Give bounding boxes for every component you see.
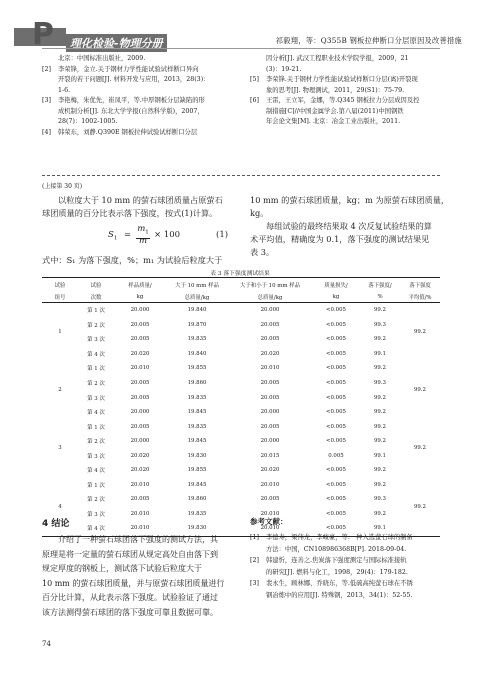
group-id-cell: 4 bbox=[58, 503, 62, 510]
paragraph-line: 10 mm 的萤石球团质量，kg；m 为原萤石球团质量， bbox=[250, 195, 450, 205]
table-cell: 第 1 次 bbox=[87, 308, 105, 315]
table-cell: 第 4 次 bbox=[87, 468, 105, 475]
table-cell: <0.005 bbox=[326, 525, 346, 532]
table-cell: 99.3 bbox=[373, 380, 386, 386]
table-cell: 20.005 bbox=[130, 321, 150, 328]
table-cell: 99.2 bbox=[373, 510, 386, 517]
table-cell: 99.2 bbox=[373, 365, 386, 372]
paragraph-left-2: 式中：S₁ 为落下强度，%；m₁ 为试验后粒度大于 bbox=[42, 255, 223, 265]
reference-line: 1-6. bbox=[58, 86, 71, 94]
conclusion-line: 10 mm 的萤石球团质量，并与原萤石球团质量进行 bbox=[42, 578, 225, 588]
formula-1 bbox=[108, 224, 238, 250]
table-cell: 20.010 bbox=[130, 365, 150, 372]
reference-line: 王雷，王立军，金娜，等.Q345 钢板拉力分层成因及控 bbox=[266, 97, 420, 104]
table-cell: 20.010 bbox=[260, 481, 280, 488]
table-row bbox=[42, 361, 440, 376]
reference-line: 开裂的若干问题[J]. 材料开发与应用，2013，28(3)： bbox=[58, 76, 210, 83]
table-header-cell: kg bbox=[114, 291, 166, 303]
table-header-cell: 组号 bbox=[42, 291, 78, 303]
table-cell: 99.3 bbox=[373, 496, 386, 503]
table-header-cell: kg bbox=[312, 291, 360, 303]
table-row bbox=[42, 448, 440, 463]
paragraph-line: kg。 bbox=[250, 208, 269, 218]
table-cell: 19.845 bbox=[187, 438, 207, 445]
reference-number: [6] bbox=[250, 97, 259, 104]
table-cell: 第 2 次 bbox=[87, 322, 105, 329]
table-cell: 20.005 bbox=[260, 380, 280, 386]
table-cell: 20.005 bbox=[260, 321, 280, 328]
table-header-cell: 试验 bbox=[54, 282, 66, 289]
article-separator bbox=[42, 175, 440, 176]
group-average-cell: 99.2 bbox=[413, 503, 426, 510]
logo-mark: P bbox=[32, 17, 54, 52]
formula-label: (1) bbox=[216, 230, 229, 240]
table-row bbox=[42, 303, 440, 318]
table-row bbox=[42, 405, 440, 420]
reference-text bbox=[266, 532, 446, 555]
conclusion-line: 该方法测得萤石球团的落下强度可靠且数据可靠。 bbox=[42, 607, 218, 617]
reference-item bbox=[250, 555, 446, 578]
paragraph-line: 每组试验的最终结果取 4 次反复试验结果的算 bbox=[266, 221, 432, 231]
table-cell: 19.860 bbox=[187, 380, 207, 386]
reference-item bbox=[42, 54, 232, 65]
table-row bbox=[42, 419, 440, 434]
table-cell: 20.020 bbox=[130, 350, 150, 357]
table-cell: 99.2 bbox=[373, 438, 386, 445]
table-header-cell: % bbox=[360, 291, 400, 303]
reference-item bbox=[250, 75, 446, 96]
reference-text bbox=[266, 75, 446, 96]
table-cell: 19.855 bbox=[187, 365, 207, 372]
reference-line: 象的思考[J]. 物理测试，2011，29(S1)：75-79. bbox=[266, 86, 405, 94]
reference-number: [2] bbox=[42, 65, 51, 73]
table-cell: 第 1 次 bbox=[87, 482, 105, 489]
table-row bbox=[42, 492, 440, 507]
paragraph-right bbox=[250, 194, 450, 259]
table-row bbox=[42, 318, 440, 333]
table-cell: 第 2 次 bbox=[87, 497, 105, 504]
table-row bbox=[42, 332, 440, 347]
table-cell: 20.005 bbox=[260, 423, 280, 430]
table-cell: 第 1 次 bbox=[87, 366, 105, 373]
reference-line: 韩建忻，连善之.焦炭落下强度测定与国际标准接轨 bbox=[266, 557, 407, 564]
group-id-cell: 2 bbox=[58, 387, 62, 394]
table-cell: 99.1 bbox=[373, 452, 386, 459]
table-cell: 20.005 bbox=[130, 423, 150, 430]
paragraph-line: 术平均值，精确度为 0.1，落下强度的测试结果见 bbox=[250, 234, 430, 244]
table-header-cell: 平均值/% bbox=[400, 291, 440, 303]
reference-item bbox=[250, 54, 446, 75]
logo-text: 理化检验-物理分册 bbox=[66, 34, 167, 52]
reference-line: 成机制分析[J]. 东北大学学报(自然科学版)，2007， bbox=[58, 107, 204, 115]
conclusion-line: 原理是将一定量的萤石球团从规定高处自由落下到 bbox=[42, 549, 218, 559]
reference-text bbox=[58, 128, 232, 139]
table-header-cell: 总质量/kg bbox=[228, 291, 312, 303]
paragraph-line: 表 3。 bbox=[250, 247, 275, 257]
table-cell: 20.005 bbox=[130, 394, 150, 401]
table-cell: 20.010 bbox=[260, 525, 280, 532]
table-cell: 20.005 bbox=[130, 496, 150, 503]
table-header-cell: 大于和小于 10 mm 样品 bbox=[240, 282, 300, 289]
paragraph-left bbox=[42, 194, 238, 220]
table-cell: 19.840 bbox=[187, 307, 207, 314]
reference-text bbox=[58, 96, 232, 128]
reference-line: 李艳梅，朱优先，崔凤平，等.中厚钢板分层缺陷的形 bbox=[58, 97, 205, 104]
table-header-cell: 落下强度/ bbox=[368, 282, 392, 289]
table-row bbox=[42, 434, 440, 449]
group-average-cell: 99.2 bbox=[413, 329, 426, 336]
table-cell: 99.2 bbox=[373, 423, 386, 430]
table-cell: 19.860 bbox=[187, 496, 207, 503]
table-3 bbox=[42, 277, 440, 537]
table-header-cell: 大于 10 mm 样品 bbox=[175, 282, 219, 289]
reference-item bbox=[42, 65, 232, 97]
table-cell: 20.000 bbox=[260, 409, 280, 416]
table-cell: 19.845 bbox=[187, 409, 207, 416]
table-cell: 20.005 bbox=[260, 394, 280, 401]
reference-number: [5] bbox=[250, 76, 259, 83]
reference-line: 年会论文集[M]. 北京：冶金工业出版社，2011. bbox=[266, 118, 401, 125]
formula-denominator: m bbox=[138, 236, 148, 246]
table-cell: 99.2 bbox=[373, 336, 386, 343]
reference-text bbox=[266, 578, 446, 601]
reference-item bbox=[42, 96, 232, 128]
table-cell: 20.005 bbox=[260, 496, 280, 503]
table-cell: 99.2 bbox=[373, 481, 386, 488]
table-cell: 20.020 bbox=[130, 452, 150, 459]
table-cell: 19.835 bbox=[187, 394, 207, 401]
reference-text bbox=[58, 65, 232, 97]
conclusion-line: 规定厚度的钢板上，测试落下试验后粒度大于 bbox=[42, 564, 202, 573]
table-caption: 表 3 落下强度测试结果 bbox=[210, 271, 270, 277]
reference-text bbox=[58, 54, 232, 65]
table-cell: 19.830 bbox=[187, 525, 207, 532]
table-cell: <0.005 bbox=[326, 409, 346, 416]
table-cell: 99.2 bbox=[373, 307, 386, 314]
reference-item bbox=[250, 532, 446, 555]
table-header-cell: 落下强度 bbox=[409, 282, 431, 289]
table-cell: <0.005 bbox=[326, 467, 346, 474]
table-cell: 第 3 次 bbox=[87, 453, 105, 460]
table-cell: <0.005 bbox=[326, 510, 346, 517]
paragraph-line: 以粒度大于 10 mm 的萤石球团质量占原萤石 bbox=[58, 195, 223, 205]
reference-line: 北京：中国标准出版社，2009. bbox=[58, 55, 146, 62]
strength-table bbox=[42, 277, 440, 537]
table-cell: 第 3 次 bbox=[87, 395, 105, 402]
reference-number: [4] bbox=[42, 128, 51, 136]
table-cell: 99.2 bbox=[373, 394, 386, 401]
table-cell: 20.010 bbox=[260, 510, 280, 517]
table-cell: 20.005 bbox=[260, 336, 280, 343]
table-cell: <0.005 bbox=[326, 365, 346, 372]
table-cell: 第 2 次 bbox=[87, 381, 105, 387]
reference-line: 方法：中国，CN108986368B[P]. 2018-09-04. bbox=[266, 545, 407, 553]
table-cell: 20.000 bbox=[130, 438, 150, 445]
reference-number: [2] bbox=[250, 557, 259, 564]
group-average-cell: 99.2 bbox=[413, 387, 426, 394]
table-row bbox=[42, 376, 440, 391]
table-row bbox=[42, 463, 440, 478]
table-cell: 20.020 bbox=[260, 467, 280, 474]
formula-lhs: $S_1$ bbox=[108, 230, 118, 242]
table-cell: 19.870 bbox=[187, 321, 207, 328]
table-cell: 19.835 bbox=[187, 510, 207, 517]
group-average-cell: 99.2 bbox=[413, 445, 426, 452]
table-cell: 20.020 bbox=[130, 467, 150, 474]
table-cell: 第 2 次 bbox=[87, 439, 105, 446]
table-cell: 第 3 次 bbox=[87, 337, 105, 344]
reference-line: 因分析[J]. 武汉工程职业技术学院学报，2009，21 bbox=[266, 55, 409, 62]
table-cell: 19.835 bbox=[187, 336, 207, 343]
table-header-cell: 质量损失/ bbox=[324, 282, 348, 289]
table-cell: 19.830 bbox=[187, 452, 207, 459]
table-cell: <0.005 bbox=[326, 423, 346, 430]
table-cell: 第 1 次 bbox=[87, 424, 105, 431]
formula-multiplier: × 100 bbox=[154, 230, 181, 240]
group-id-cell: 1 bbox=[58, 329, 62, 336]
reference-line: 的研究[J]. 燃料与化工，1998，29(4)：179-182. bbox=[266, 568, 408, 576]
formula-eq: = bbox=[124, 230, 132, 240]
table-header-cell: 试验 bbox=[90, 282, 102, 289]
top-references-right bbox=[250, 54, 446, 128]
reference-line: 韩荣东，刘静.Q390E 钢板拉伸试验试样断口分层 bbox=[58, 128, 198, 136]
reference-text bbox=[266, 96, 446, 128]
reference-item bbox=[250, 578, 446, 601]
table-cell: 20.000 bbox=[260, 438, 280, 445]
table-cell: 99.1 bbox=[373, 350, 386, 357]
table-cell: 20.000 bbox=[260, 307, 280, 314]
reference-line: 李荣锋.关于钢材力学性能试验试样断口分层(离)开裂现 bbox=[266, 76, 418, 83]
table-row bbox=[42, 390, 440, 405]
conclusion-line: 介绍了一种萤石球团落下强度的测试方法，其 bbox=[58, 535, 218, 544]
table-header-cell: 样品质量/ bbox=[128, 282, 152, 289]
reference-line: 28(7)：1002-1005. bbox=[58, 118, 118, 125]
table-cell: 99.1 bbox=[373, 525, 386, 532]
table-cell: 19.845 bbox=[187, 481, 207, 488]
table-cell: 19.840 bbox=[187, 350, 207, 357]
page-number: 74 bbox=[42, 640, 51, 648]
table-cell: 0.005 bbox=[328, 452, 344, 459]
reference-line: (3)：19-21. bbox=[266, 65, 302, 73]
table-cell: 20.015 bbox=[260, 452, 280, 459]
table-cell: 20.005 bbox=[130, 336, 150, 343]
table-cell: 19.835 bbox=[187, 423, 207, 430]
table-header-cell: 总质量/kg bbox=[166, 291, 228, 303]
table-cell: 20.010 bbox=[130, 481, 150, 488]
table-row bbox=[42, 507, 440, 522]
conclusion-text bbox=[42, 533, 242, 620]
table-cell: 第 4 次 bbox=[87, 410, 105, 417]
table-header-row bbox=[42, 278, 440, 292]
reference-line: 李德寿，梁伟龙，李峻豪，等.一种入选萤石球的制备 bbox=[266, 534, 413, 541]
reference-item bbox=[42, 128, 232, 139]
reference-line: 制措施[C]//中国金属学会.第八届(2011)中国钢铁 bbox=[266, 107, 404, 115]
top-references-left bbox=[42, 54, 232, 138]
reference-text bbox=[266, 555, 446, 578]
table-cell: 第 4 次 bbox=[87, 526, 105, 533]
conclusion-line: 百分比计算，从此表示落下强度。试验验证了通过 bbox=[42, 593, 218, 602]
table-cell: <0.005 bbox=[326, 307, 346, 314]
references-list bbox=[250, 532, 446, 601]
table-cell: <0.005 bbox=[326, 380, 346, 386]
table-cell: <0.005 bbox=[326, 321, 346, 328]
table-cell: 20.000 bbox=[130, 409, 150, 416]
table-header-row bbox=[42, 291, 440, 303]
reference-number: [1] bbox=[250, 534, 259, 541]
table-cell: <0.005 bbox=[326, 496, 346, 503]
group-id-cell: 3 bbox=[58, 445, 62, 452]
table-cell: <0.005 bbox=[326, 350, 346, 357]
paragraph-line: 球团质量的百分比表示落下强度，按式(1)计算。 bbox=[42, 208, 218, 218]
table-cell: <0.005 bbox=[326, 394, 346, 401]
formula-numerator: $m_1$ bbox=[136, 224, 150, 239]
table-cell: <0.005 bbox=[326, 481, 346, 488]
header-rule bbox=[42, 48, 440, 49]
reference-number: [3] bbox=[250, 580, 259, 587]
reference-line: 裴永生，顾林娜，乔晓东，等.低硫高纯萤石球在不锈 bbox=[266, 580, 413, 587]
table-cell: 20.010 bbox=[260, 365, 280, 372]
table-cell: 20.010 bbox=[130, 525, 150, 532]
table-cell: 19.855 bbox=[187, 467, 207, 474]
table-cell: 20.000 bbox=[130, 307, 150, 314]
table-cell: 第 4 次 bbox=[87, 351, 105, 358]
table-cell: <0.005 bbox=[326, 336, 346, 343]
table-cell: 第 3 次 bbox=[87, 511, 105, 518]
table-cell: 20.005 bbox=[130, 380, 150, 386]
table-cell: <0.005 bbox=[326, 438, 346, 445]
reference-item bbox=[250, 96, 446, 128]
running-title: 祁毅翔，等：Q355B 钢板拉伸断口分层原因及改善措施 bbox=[275, 36, 462, 45]
reference-line: 钢冶炼中的应用[J]. 特殊钢，2013，34(1)：52-55. bbox=[266, 591, 413, 599]
table-cell: 99.3 bbox=[373, 321, 386, 328]
table-cell: 20.010 bbox=[130, 510, 150, 517]
table-cell: 99.2 bbox=[373, 467, 386, 474]
conclusion-heading: 4 结论 bbox=[42, 519, 70, 529]
reference-text bbox=[266, 54, 446, 75]
table-cell: 99.2 bbox=[373, 409, 386, 416]
table-row bbox=[42, 478, 440, 493]
table-header-cell: 次数 bbox=[78, 291, 114, 303]
continued-note: (上接第 30 页) bbox=[42, 183, 83, 190]
reference-number: [3] bbox=[42, 97, 51, 104]
references-heading: 参考文献： bbox=[250, 517, 288, 526]
table-cell: 20.020 bbox=[260, 350, 280, 357]
table-row bbox=[42, 347, 440, 362]
reference-line: 李荣锋，金立.关于钢材力学性能试验试样断口异向 bbox=[58, 65, 199, 73]
